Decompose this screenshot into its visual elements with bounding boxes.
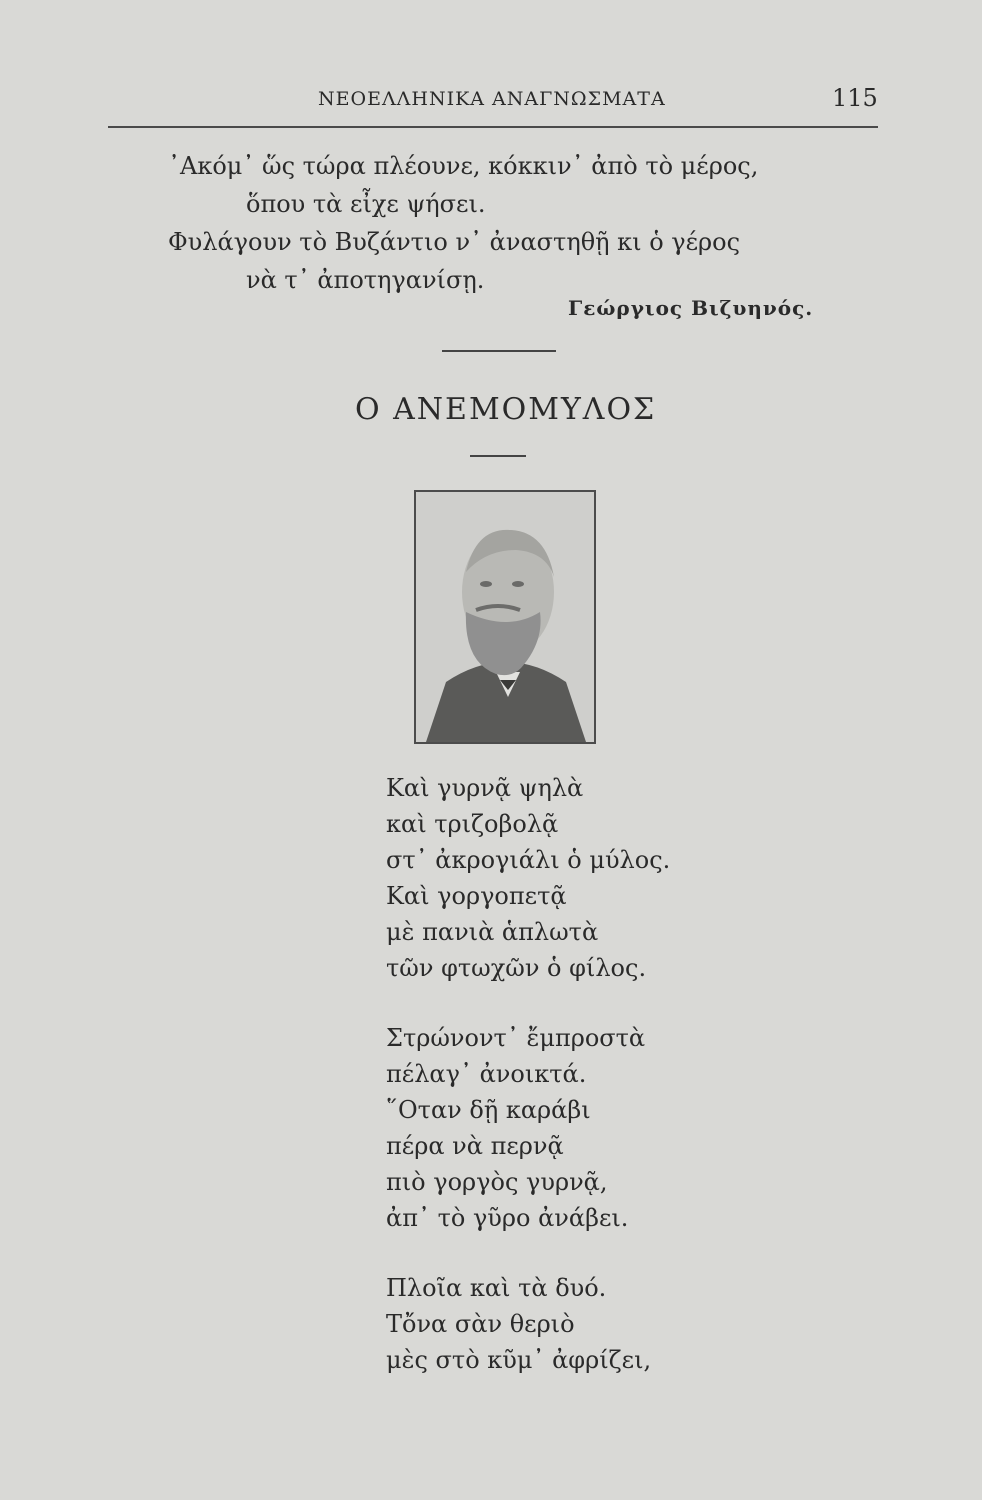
verse-line: πέρα νὰ περνᾷ — [386, 1132, 564, 1160]
page-number: 115 — [832, 84, 878, 112]
verse-line: Στρώνοντ᾿ ἔμπροστὰ — [386, 1024, 646, 1052]
verse-line: πέλαγ᾿ ἀνοικτά. — [386, 1060, 587, 1088]
verse-line: Πλοῖα καὶ τὰ δυό. — [386, 1274, 607, 1302]
verse-line: πιὸ γοργὸς γυρνᾷ, — [386, 1168, 608, 1196]
verse-line: καὶ τριζοβολᾷ — [386, 810, 559, 838]
verse-line: στ᾿ ἀκρογιάλι ὁ μύλος. — [386, 846, 671, 874]
verse-line: ἀπ᾿ τὸ γῦρο ἀνάβει. — [386, 1204, 629, 1232]
poem-title: Ο ΑΝΕΜΟΜΥΛΟΣ — [355, 392, 657, 427]
author-signature: Γεώργιος Βιζυηνός. — [568, 296, 814, 320]
verse-line: τῶν φτωχῶν ὁ φίλος. — [386, 954, 647, 982]
portrait-illustration — [416, 492, 594, 742]
previous-poem-line: νὰ τ᾿ ἀποτηγανίσῃ. — [246, 266, 485, 294]
verse-line: μὲς στὸ κῦμ᾿ ἀφρίζει, — [386, 1346, 652, 1374]
verse-line: Τὄνα σὰν θεριὸ — [386, 1310, 575, 1338]
previous-poem-line: ὅπου τὰ εἶχε ψήσει. — [246, 190, 486, 218]
verse-line: ῞Οταν δῇ καράβι — [386, 1096, 591, 1124]
verse-line: Καὶ γυρνᾷ ψηλὰ — [386, 774, 584, 802]
section-divider — [442, 350, 556, 352]
title-divider — [470, 455, 526, 457]
verse-line: μὲ πανιὰ ἁπλωτὰ — [386, 918, 599, 946]
author-portrait — [414, 490, 596, 744]
running-header: ΝΕΟΕΛΛΗΝΙΚΑ ΑΝΑΓΝΩΣΜΑΤΑ — [318, 88, 666, 110]
verse-line: Καὶ γοργοπετᾷ — [386, 882, 567, 910]
previous-poem-line: Φυλάγουν τὸ Βυζάντιο ν᾿ ἀναστηθῇ κι ὁ γέρος — [168, 228, 741, 256]
header-rule — [108, 126, 878, 128]
previous-poem-line: ᾿Ακόμ᾿ ὥς τώρα πλέουνε, κόκκιν᾿ ἀπὸ τὸ μέρος, — [168, 152, 759, 180]
